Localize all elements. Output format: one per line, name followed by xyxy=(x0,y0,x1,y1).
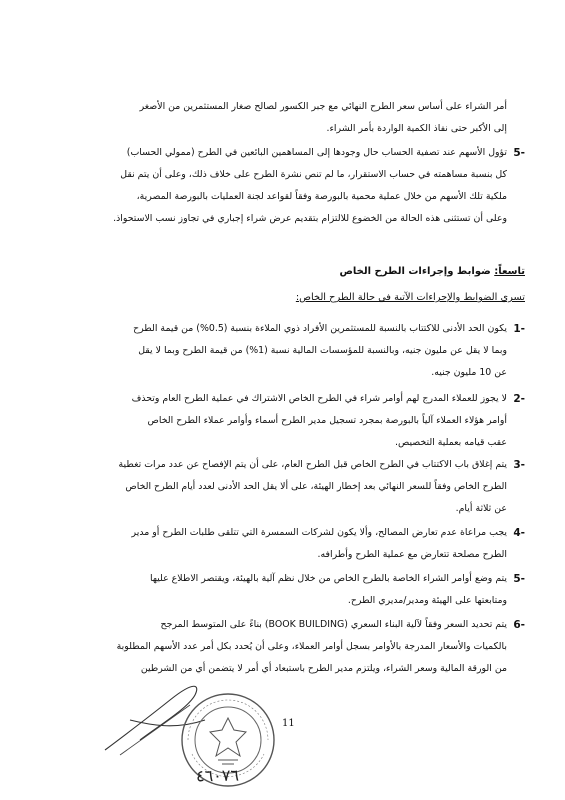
item-number: 5- xyxy=(513,147,525,159)
text-line: وبما لا يقل عن مليون جنيه، وبالنسبة للمؤسسات المالية نسبة (1%) من قيمة الطرح وبما لا يقل xyxy=(138,345,507,356)
item-number: 4- xyxy=(513,527,525,539)
text-line: الطرح مصلحة تتعارض مع عملية الطرح وأطرافه. xyxy=(317,549,507,560)
page-number: 11 xyxy=(282,718,295,729)
item-number: 1- xyxy=(513,323,525,335)
text-line: وعلى أن تستثنى هذه الحالة من الخضوع للالتزام بتقديم عرض شراء إجباري في تجاوز نسب الاستحواذ. xyxy=(113,213,507,224)
item5-top-paragraph xyxy=(40,142,507,230)
text-line: يتم إغلاق باب الاكتتاب في الطرح الخاص قبل الطرح العام، على أن يتم الإفصاح عن عدد مرات تغطية xyxy=(118,459,507,470)
text-line: لا يجوز للعملاء المدرج لهم أوامر شراء في الطرح الخاص الاشتراك في عملية الطرح العام وتحذف xyxy=(131,393,507,404)
item-2-paragraph xyxy=(40,388,507,454)
text-line: عقب قيامه بعملية التخصيص. xyxy=(395,437,507,448)
item-number: 3- xyxy=(513,459,525,471)
text-line: بالكميات والأسعار المدرجة بالأوامر بسجل أوامر العملاء، وعلى أن يُحدد بكل أمر عدد الأسهم المطلوبة xyxy=(116,641,507,652)
intro-paragraph xyxy=(40,96,507,140)
text-line: من الورقة المالية وسعر الشراء، ويلتزم مدير الطرح باستبعاد أي أمر لا يتضمن أي من الشرطين xyxy=(140,663,507,674)
section-number: تاسعاً: xyxy=(494,266,525,277)
text-line: كل بنسبة مساهمته في حساب الاستقرار، ما لم تنص نشرة الطرح على خلاف ذلك، وعلى أن يتم نقل xyxy=(120,169,507,180)
section-heading xyxy=(339,262,525,282)
item-number: 5- xyxy=(513,573,525,585)
text-line: عن ثلاثة أيام. xyxy=(455,503,507,514)
text-line: ملكية تلك الأسهم من خلال عملية محمية بالبورصة وفقاً لقواعد لجنة العمليات بالبورصة المصرية، xyxy=(136,191,507,202)
text-line: يجب مراعاة عدم تعارض المصالح، وألا يكون لشركات السمسرة التي تتلقى طلبات الطرح أو مدير xyxy=(131,527,507,538)
text-line: الطرح الخاص وفقاً للسعر النهائي بعد إخطار الهيئة، على ألا يقل الحد الأدنى لعدد أيام الطرح الخاص xyxy=(125,481,507,492)
text-line: ومتابعتها على الهيئة ومدير/مديري الطرح. xyxy=(347,595,507,606)
item-number: 2- xyxy=(513,393,525,405)
item-1-paragraph xyxy=(40,318,507,384)
section-title: ضوابط وإجراءات الطرح الخاص xyxy=(339,266,491,277)
item-3-paragraph xyxy=(40,454,507,520)
handwritten-number: ٤٦٠٧٦ xyxy=(195,765,240,786)
text-line: يتم تحديد السعر وفقاً لآلية البناء السعري (BOOK BUILDING) بناءً على المتوسط المرجح xyxy=(160,619,507,630)
item-5-paragraph xyxy=(40,568,507,612)
text-line: أوامر هؤلاء العملاء آلياً بالبورصة بمجرد تسجيل مدير الطرح أسماء وأوامر عملاء الطرح الخاص xyxy=(147,415,507,426)
item-6-paragraph xyxy=(40,614,507,680)
text-line: أمر الشراء على أساس سعر الطرح النهائي مع جبر الكسور لصالح صغار المستثمرين من الأصغر xyxy=(139,101,507,112)
item-4-paragraph xyxy=(40,522,507,566)
text-line: يتم وضع أوامر الشراء الخاصة بالطرح الخاص من خلال نظم آلية بالهيئة، ويقتصر الاطلاع عليها xyxy=(150,573,507,584)
text-line: عن 10 مليون جنيه. xyxy=(431,367,507,378)
section-subtitle: تسري الضوابط والإجراءات الآتية في حالة الطرح الخاص: xyxy=(295,292,525,303)
item-number: 6- xyxy=(513,619,525,631)
text-line: يكون الحد الأدنى للاكتتاب بالنسبة للمستثمرين الأفراد ذوي الملاءة بنسبة (0.5%) من قيمة الطرح xyxy=(133,323,507,334)
text-line: إلى الأكبر حتى نفاذ الكمية الواردة بأمر الشراء. xyxy=(326,123,507,134)
text-line: تؤول الأسهم عند تصفية الحساب حال وجودها إلى المساهمين البائعين في الطرح (ممولي الحساب) xyxy=(126,147,507,158)
